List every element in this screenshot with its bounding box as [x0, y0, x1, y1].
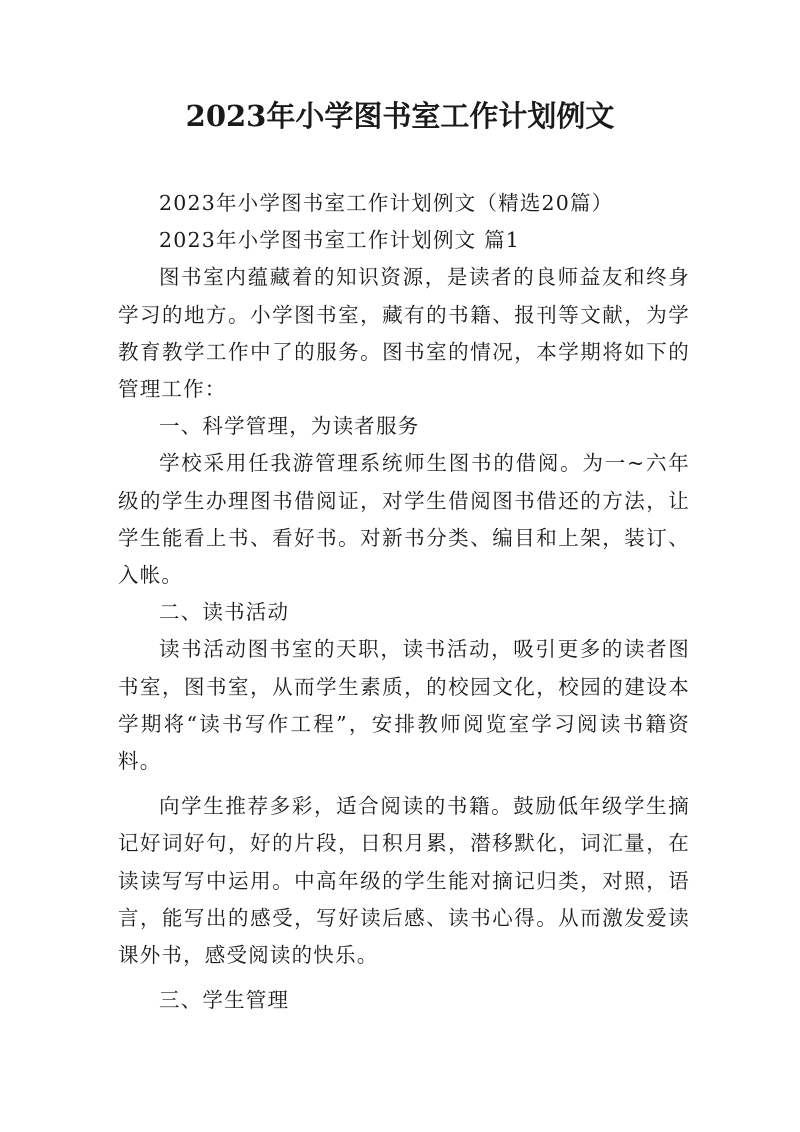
body-paragraph: 读书活动图书室的天职，读书活动，吸引更多的读者图书室，图书室，从而学生素质，的校园文化，校园的建设本学期将“读书写作工程”，安排教师阅览室学习阅读书籍资料。: [118, 637, 690, 774]
section-heading: 一、科学管理，为读者服务: [159, 414, 420, 439]
section-heading: 二、读书活动: [159, 600, 290, 625]
body-paragraph: 向学生推荐多彩，适合阅读的书籍。鼓励低年级学生摘记好词好句，好的片段，日积月累，潜移默化，词汇量，在读读写写中运用。中高年级的学生能对摘记归类，对照，语言，能写出的感受，写好读后感、读书心得。从而激发爱读课外书，感受阅读的快乐。: [118, 794, 690, 968]
body-paragraph: 图书室内蕴藏着的知识资源，是读者的良师益友和终身学习的地方。小学图书室，藏有的书籍、报刊等文献，为学教育教学工作中了的服务。图书室的情况，本学期将如下的管理工作：: [118, 265, 690, 402]
document-body: [118, 185, 690, 1019]
subtitle-paragraph: 2023年小学图书室工作计划例文（精选20篇）: [159, 191, 614, 215]
section-heading-article-1: 2023年小学图书室工作计划例文 篇1: [159, 228, 521, 253]
body-paragraph: 学校采用任我游管理系统师生图书的借阅。为一~六年级的学生办理图书借阅证，对学生借阅图书借还的方法，让学生能看上书、看好书。对新书分类、编目和上架，装订、入帐。: [118, 451, 690, 588]
section-heading: 三、学生管理: [159, 988, 290, 1013]
document-title: 2023年小学图书室工作计划例文: [185, 99, 615, 133]
